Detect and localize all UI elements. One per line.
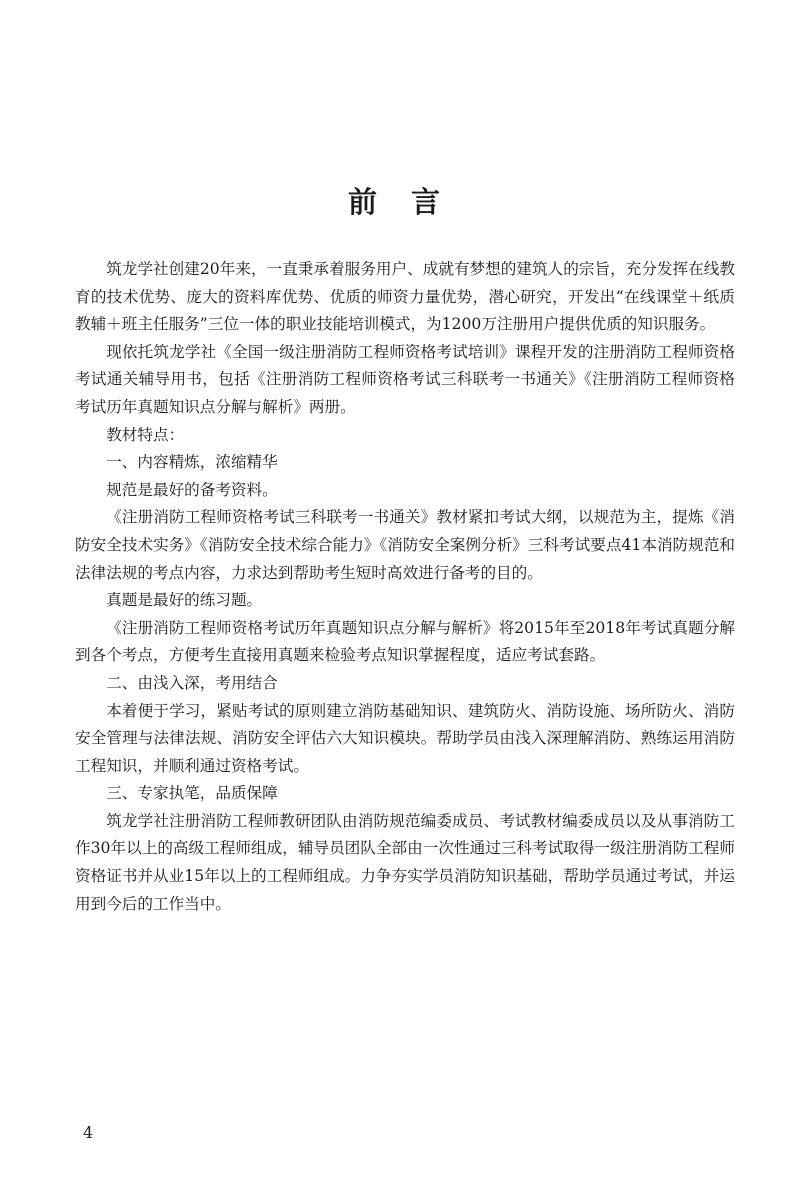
paragraph-exam-detail: 《注册消防工程师资格考试历年真题知识点分解与解析》将2015年至2018年考试真题分解到各个考点，方便考生直接用真题来检验考点知识掌握程度，适应考试套路。 bbox=[75, 618, 735, 665]
page-number: 4 bbox=[83, 1123, 94, 1142]
page-title-char-1: 前 bbox=[347, 185, 379, 219]
section-heading-2: 二、由浅入深，考用结合 bbox=[106, 673, 278, 692]
paragraph-features-heading: 教材特点： bbox=[106, 425, 185, 444]
paragraph-books: 现依托筑龙学社《全国一级注册消防工程师资格考试培训》课程开发的注册消防工程师资格考试通关辅导用书，包括《注册消防工程师资格考试三科联考一书通关》《注册消防工程师资格考试历年真题知识点分解与解析》两册。 bbox=[75, 342, 735, 416]
section-heading-1: 一、内容精炼，浓缩精华 bbox=[106, 453, 278, 472]
paragraph-intro: 筑龙学社创建20年来，一直秉承着服务用户、成就有梦想的建筑人的宗旨，充分发挥在线教育的技术优势、庞大的资料库优势、优质的师资力量优势，潜心研究，开发出“在线课堂＋纸质教辅＋班主任服务”三位一体的职业技能培训模式，为1200万注册用户提供优质的知识服务。 bbox=[75, 260, 735, 334]
preface-body bbox=[75, 256, 735, 918]
section-heading-3: 三、专家执笔，品质保障 bbox=[106, 784, 278, 803]
paragraph-modules: 本着便于学习，紧贴考试的原则建立消防基础知识、建筑防火、消防设施、场所防火、消防安全管理与法律法规、消防安全评估六大知识模块。帮助学员由浅入深理解消防、熟练运用消防工程知识，并顺利通过资格考试。 bbox=[75, 701, 735, 775]
paragraph-spec-detail: 《注册消防工程师资格考试三科联考一书通关》教材紧扣考试大纲，以规范为主，提炼《消防安全技术实务》《消防安全技术综合能力》《消防安全案例分析》三科考试要点41本消防规范和法律法规的考点内容，力求达到帮助考生短时高效进行备考的目的。 bbox=[75, 508, 735, 582]
page-title-char-2: 言 bbox=[411, 185, 443, 219]
page-title bbox=[0, 180, 790, 221]
paragraph-spec-lead: 规范是最好的备考资料。 bbox=[106, 480, 278, 499]
paragraph-team: 筑龙学社注册消防工程师教研团队由消防规范编委成员、考试教材编委成员以及从事消防工作30年以上的高级工程师组成，辅导员团队全部由一次性通过三科考试取得一级注册消防工程师资格证书并从业15年以上的工程师组成。力争夯实学员消防知识基础，帮助学员通过考试，并运用到今后的工作当中。 bbox=[75, 811, 735, 913]
paragraph-exam-lead: 真题是最好的练习题。 bbox=[106, 591, 263, 610]
